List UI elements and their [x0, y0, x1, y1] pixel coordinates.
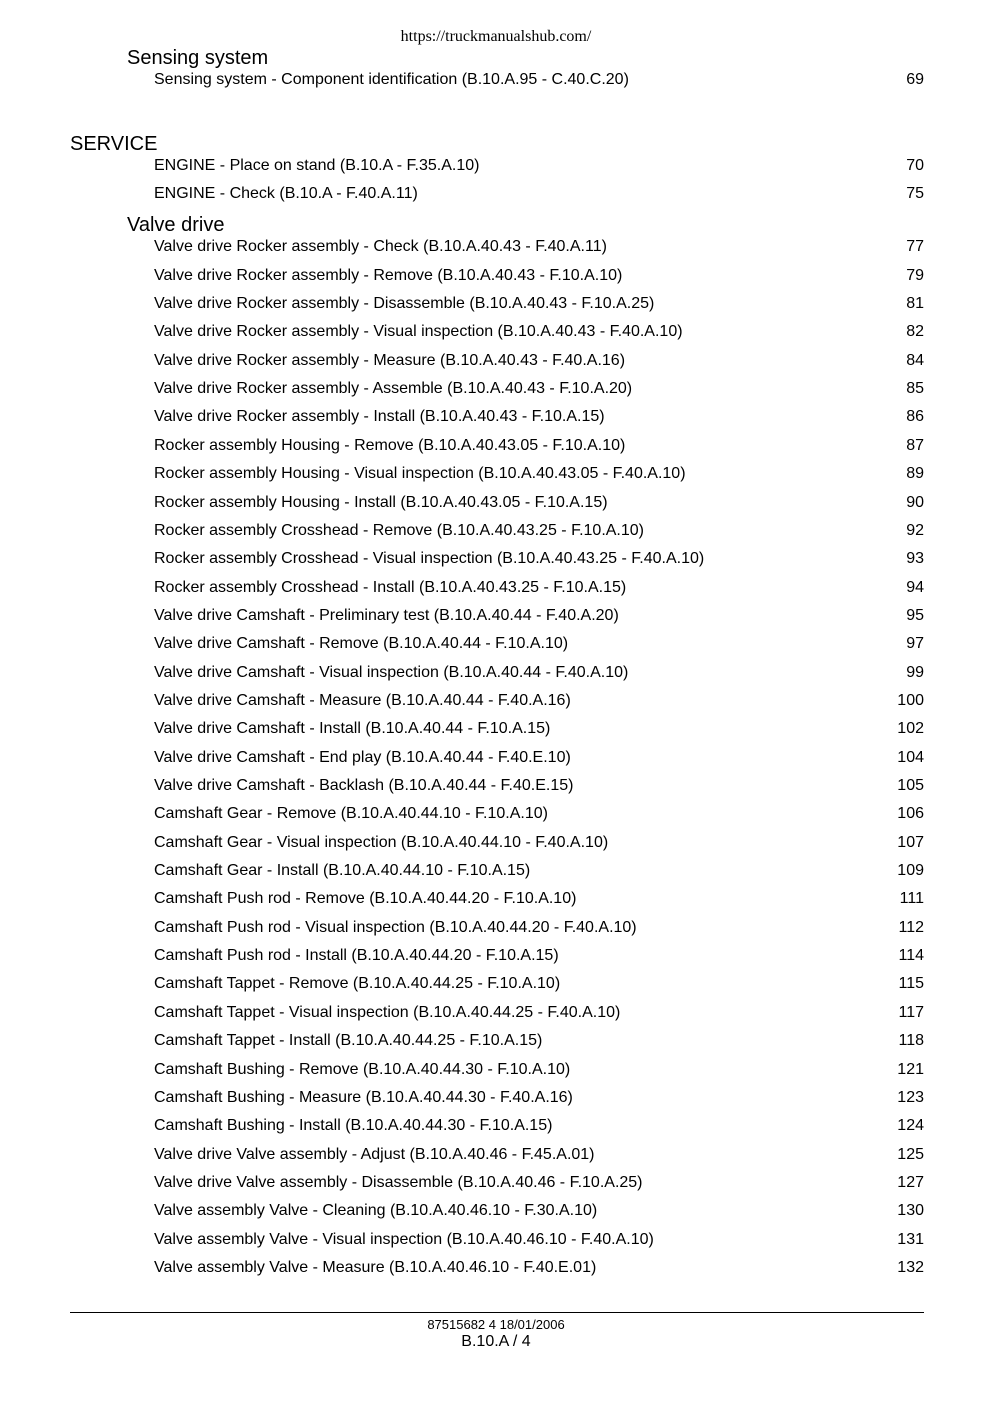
toc-entry [154, 1116, 924, 1136]
toc-entry [154, 776, 924, 796]
toc-entry-title: Valve drive Camshaft - Measure (B.10.A.40.44 - F.40.A.16) [154, 691, 571, 709]
toc-entry [154, 294, 924, 314]
toc-entry-page: 131 [897, 1230, 924, 1248]
toc-entry [154, 663, 924, 683]
toc-entry [154, 804, 924, 824]
toc-entry-title: Valve drive Rocker assembly - Visual inspection (B.10.A.40.43 - F.40.A.10) [154, 323, 683, 341]
toc-entry [154, 237, 924, 257]
toc-entry [154, 156, 924, 176]
toc-entry-page: 105 [897, 777, 924, 794]
toc-entry [154, 634, 924, 654]
toc-entry [154, 1060, 924, 1080]
toc-entry [154, 946, 924, 966]
toc-entry-page: 92 [906, 521, 924, 539]
toc-entry-title: Camshaft Gear - Remove (B.10.A.40.44.10 - F.10.A.10) [154, 805, 548, 823]
toc-entry-page: 124 [897, 1117, 924, 1135]
toc-entry-title: Rocker assembly Crosshead - Install (B.10.A.40.43.25 - F.10.A.15) [154, 578, 627, 596]
toc-entry-page: 69 [906, 71, 924, 88]
toc-entry-title: Camshaft Tappet - Visual inspection (B.10.A.40.44.25 - F.40.A.10) [154, 1003, 621, 1021]
toc-entry-title: Valve drive Camshaft - Install (B.10.A.40.44 - F.10.A.15) [154, 720, 551, 738]
toc-entry [154, 184, 924, 204]
toc-entry [154, 1201, 924, 1221]
toc-entry-page: 107 [897, 833, 924, 851]
toc-entry-title: Camshaft Bushing - Measure (B.10.A.40.44.30 - F.40.A.16) [154, 1088, 573, 1106]
toc-entry-page: 89 [906, 465, 924, 483]
toc-entry [154, 549, 924, 569]
toc-entry-title: ENGINE - Place on stand (B.10.A - F.35.A.10) [154, 157, 480, 174]
toc-entry [154, 606, 924, 626]
toc-entry-title: Valve drive Rocker assembly - Install (B.10.A.40.43 - F.10.A.15) [154, 408, 605, 426]
section-heading: Valve drive [127, 214, 225, 237]
toc-entry [154, 719, 924, 739]
toc-entry [154, 974, 924, 994]
toc-entry-page: 111 [899, 890, 924, 908]
toc-entry [154, 1145, 924, 1165]
toc-entry-title: ENGINE - Check (B.10.A - F.40.A.11) [154, 185, 418, 203]
toc-entry-title: Camshaft Push rod - Install (B.10.A.40.44.20 - F.10.A.15) [154, 947, 559, 965]
toc-entry-page: 121 [897, 1060, 924, 1078]
toc-entry-page: 93 [906, 550, 924, 568]
toc-entry-title: Valve drive Rocker assembly - Assemble (B.10.A.40.43 - F.10.A.20) [154, 380, 633, 398]
toc-entry [154, 379, 924, 399]
toc-entry [154, 464, 924, 484]
toc-entry-page: 109 [897, 862, 924, 880]
section-heading: Sensing system [127, 47, 269, 69]
toc-entry-title: Valve drive Rocker assembly - Remove (B.10.A.40.43 - F.10.A.10) [154, 266, 623, 284]
toc-entry-page: 117 [898, 1003, 924, 1021]
toc-entry-title: Rocker assembly Crosshead - Remove (B.10.A.40.43.25 - F.10.A.10) [154, 521, 644, 539]
toc-entry-title: Rocker assembly Crosshead - Visual inspection (B.10.A.40.43.25 - F.40.A.10) [154, 550, 705, 568]
toc-entry-title: Valve assembly Valve - Cleaning (B.10.A.40.46.10 - F.30.A.10) [154, 1202, 598, 1220]
toc-entry-title: Camshaft Gear - Install (B.10.A.40.44.10 - F.10.A.15) [154, 862, 531, 880]
toc-entry-page: 127 [897, 1173, 924, 1191]
toc-entry-page: 115 [898, 975, 924, 993]
toc-entry [154, 351, 924, 371]
toc-entry-title: Valve assembly Valve - Measure (B.10.A.40.46.10 - F.40.E.01) [154, 1258, 597, 1276]
toc-entry [154, 521, 924, 541]
toc-entry [154, 266, 924, 286]
toc-entry-title: Camshaft Bushing - Install (B.10.A.40.44.30 - F.10.A.15) [154, 1117, 553, 1135]
toc-entry [154, 493, 924, 513]
toc-entry-title: Camshaft Tappet - Remove (B.10.A.40.44.25 - F.10.A.10) [154, 975, 561, 993]
toc-entry-page: 118 [898, 1032, 924, 1050]
toc-entry-title: Valve drive Camshaft - Preliminary test (B.10.A.40.44 - F.40.A.20) [154, 606, 619, 624]
toc-entry [154, 70, 924, 90]
toc-entry-page: 79 [906, 266, 924, 284]
toc-entry [154, 1173, 924, 1193]
toc-entry-page: 90 [906, 493, 924, 511]
toc-entry-page: 123 [897, 1088, 924, 1106]
toc-entry [154, 1003, 924, 1023]
footer-page-reference: B.10.A / 4 [461, 1333, 531, 1350]
toc-entry-page: 77 [906, 238, 924, 256]
toc-entry-page: 97 [906, 635, 924, 653]
header-url: https://truckmanualshub.com/ [400, 28, 592, 45]
footer-document-code: 87515682 4 18/01/2006 [427, 1317, 565, 1332]
toc-entry [154, 1088, 924, 1108]
toc-entry [154, 889, 924, 909]
toc-entry-page: 87 [906, 436, 924, 454]
toc-entry-title: Valve drive Valve assembly - Adjust (B.10.A.40.46 - F.45.A.01) [154, 1145, 595, 1163]
toc-entry-page: 100 [897, 691, 924, 709]
toc-entry [154, 1230, 924, 1250]
toc-entry-page: 125 [897, 1145, 924, 1163]
toc-entry-page: 102 [897, 720, 924, 738]
toc-entry-page: 81 [906, 295, 924, 313]
toc-entry-title: Rocker assembly Housing - Install (B.10.A.40.43.05 - F.10.A.15) [154, 493, 608, 511]
toc-entry-page: 70 [906, 157, 924, 174]
toc-entry-title: Valve drive Camshaft - Remove (B.10.A.40.44 - F.10.A.10) [154, 635, 569, 653]
toc-entry-title: Valve drive Valve assembly - Disassemble (B.10.A.40.46 - F.10.A.25) [154, 1173, 643, 1191]
toc-entry-page: 82 [906, 323, 924, 341]
toc-entry-title: Valve drive Rocker assembly - Check (B.10.A.40.43 - F.40.A.11) [154, 238, 607, 256]
toc-entry-title: Camshaft Gear - Visual inspection (B.10.A.40.44.10 - F.40.A.10) [154, 833, 609, 851]
toc-entry [154, 322, 924, 342]
toc-entry [154, 1258, 924, 1278]
toc-entry-page: 112 [898, 918, 924, 936]
toc-entry-page: 104 [897, 748, 924, 766]
toc-entry [154, 1031, 924, 1051]
toc-entry-title: Sensing system - Component identification (B.10.A.95 - C.40.C.20) [154, 71, 629, 88]
toc-entry-page: 114 [898, 947, 924, 965]
toc-entry-page: 132 [897, 1258, 924, 1276]
toc-entry-page: 95 [906, 606, 924, 624]
section-heading: SERVICE [70, 133, 158, 155]
toc-entry-page: 94 [906, 578, 924, 596]
toc-entry-title: Valve drive Rocker assembly - Measure (B.10.A.40.43 - F.40.A.16) [154, 351, 626, 369]
toc-entry [154, 407, 924, 427]
toc-entry-page: 106 [897, 805, 924, 823]
toc-entry-page: 99 [906, 663, 924, 681]
toc-entry-title: Valve drive Camshaft - Visual inspection (B.10.A.40.44 - F.40.A.10) [154, 663, 629, 681]
toc-entry-page: 86 [906, 408, 924, 426]
toc-entry-title: Valve drive Camshaft - End play (B.10.A.40.44 - F.40.E.10) [154, 748, 571, 766]
toc-entry [154, 578, 924, 598]
toc-entry [154, 748, 924, 768]
toc-entry-title: Valve assembly Valve - Visual inspection (B.10.A.40.46.10 - F.40.A.10) [154, 1230, 654, 1248]
toc-entry [154, 833, 924, 853]
toc-entry-page: 130 [897, 1202, 924, 1220]
toc-entry-title: Valve drive Camshaft - Backlash (B.10.A.40.44 - F.40.E.15) [154, 777, 574, 794]
toc-entry [154, 436, 924, 456]
toc-entry-title: Rocker assembly Housing - Visual inspection (B.10.A.40.43.05 - F.40.A.10) [154, 465, 686, 483]
toc-entry-title: Valve drive Rocker assembly - Disassemble (B.10.A.40.43 - F.10.A.25) [154, 295, 655, 313]
toc-entry-page: 75 [906, 185, 924, 203]
toc-entry [154, 861, 924, 881]
footer-divider [70, 1312, 924, 1313]
toc-entry-title: Camshaft Push rod - Remove (B.10.A.40.44.20 - F.10.A.10) [154, 890, 577, 908]
toc-entry-title: Camshaft Bushing - Remove (B.10.A.40.44.30 - F.10.A.10) [154, 1060, 571, 1078]
toc-entry-title: Camshaft Push rod - Visual inspection (B.10.A.40.44.20 - F.40.A.10) [154, 918, 637, 936]
toc-entry-page: 85 [906, 380, 924, 398]
toc-entry-page: 84 [906, 351, 924, 369]
toc-entry [154, 691, 924, 711]
toc-entry-title: Rocker assembly Housing - Remove (B.10.A.40.43.05 - F.10.A.10) [154, 436, 626, 454]
toc-entry-title: Camshaft Tappet - Install (B.10.A.40.44.25 - F.10.A.15) [154, 1032, 543, 1050]
toc-entry [154, 918, 924, 938]
